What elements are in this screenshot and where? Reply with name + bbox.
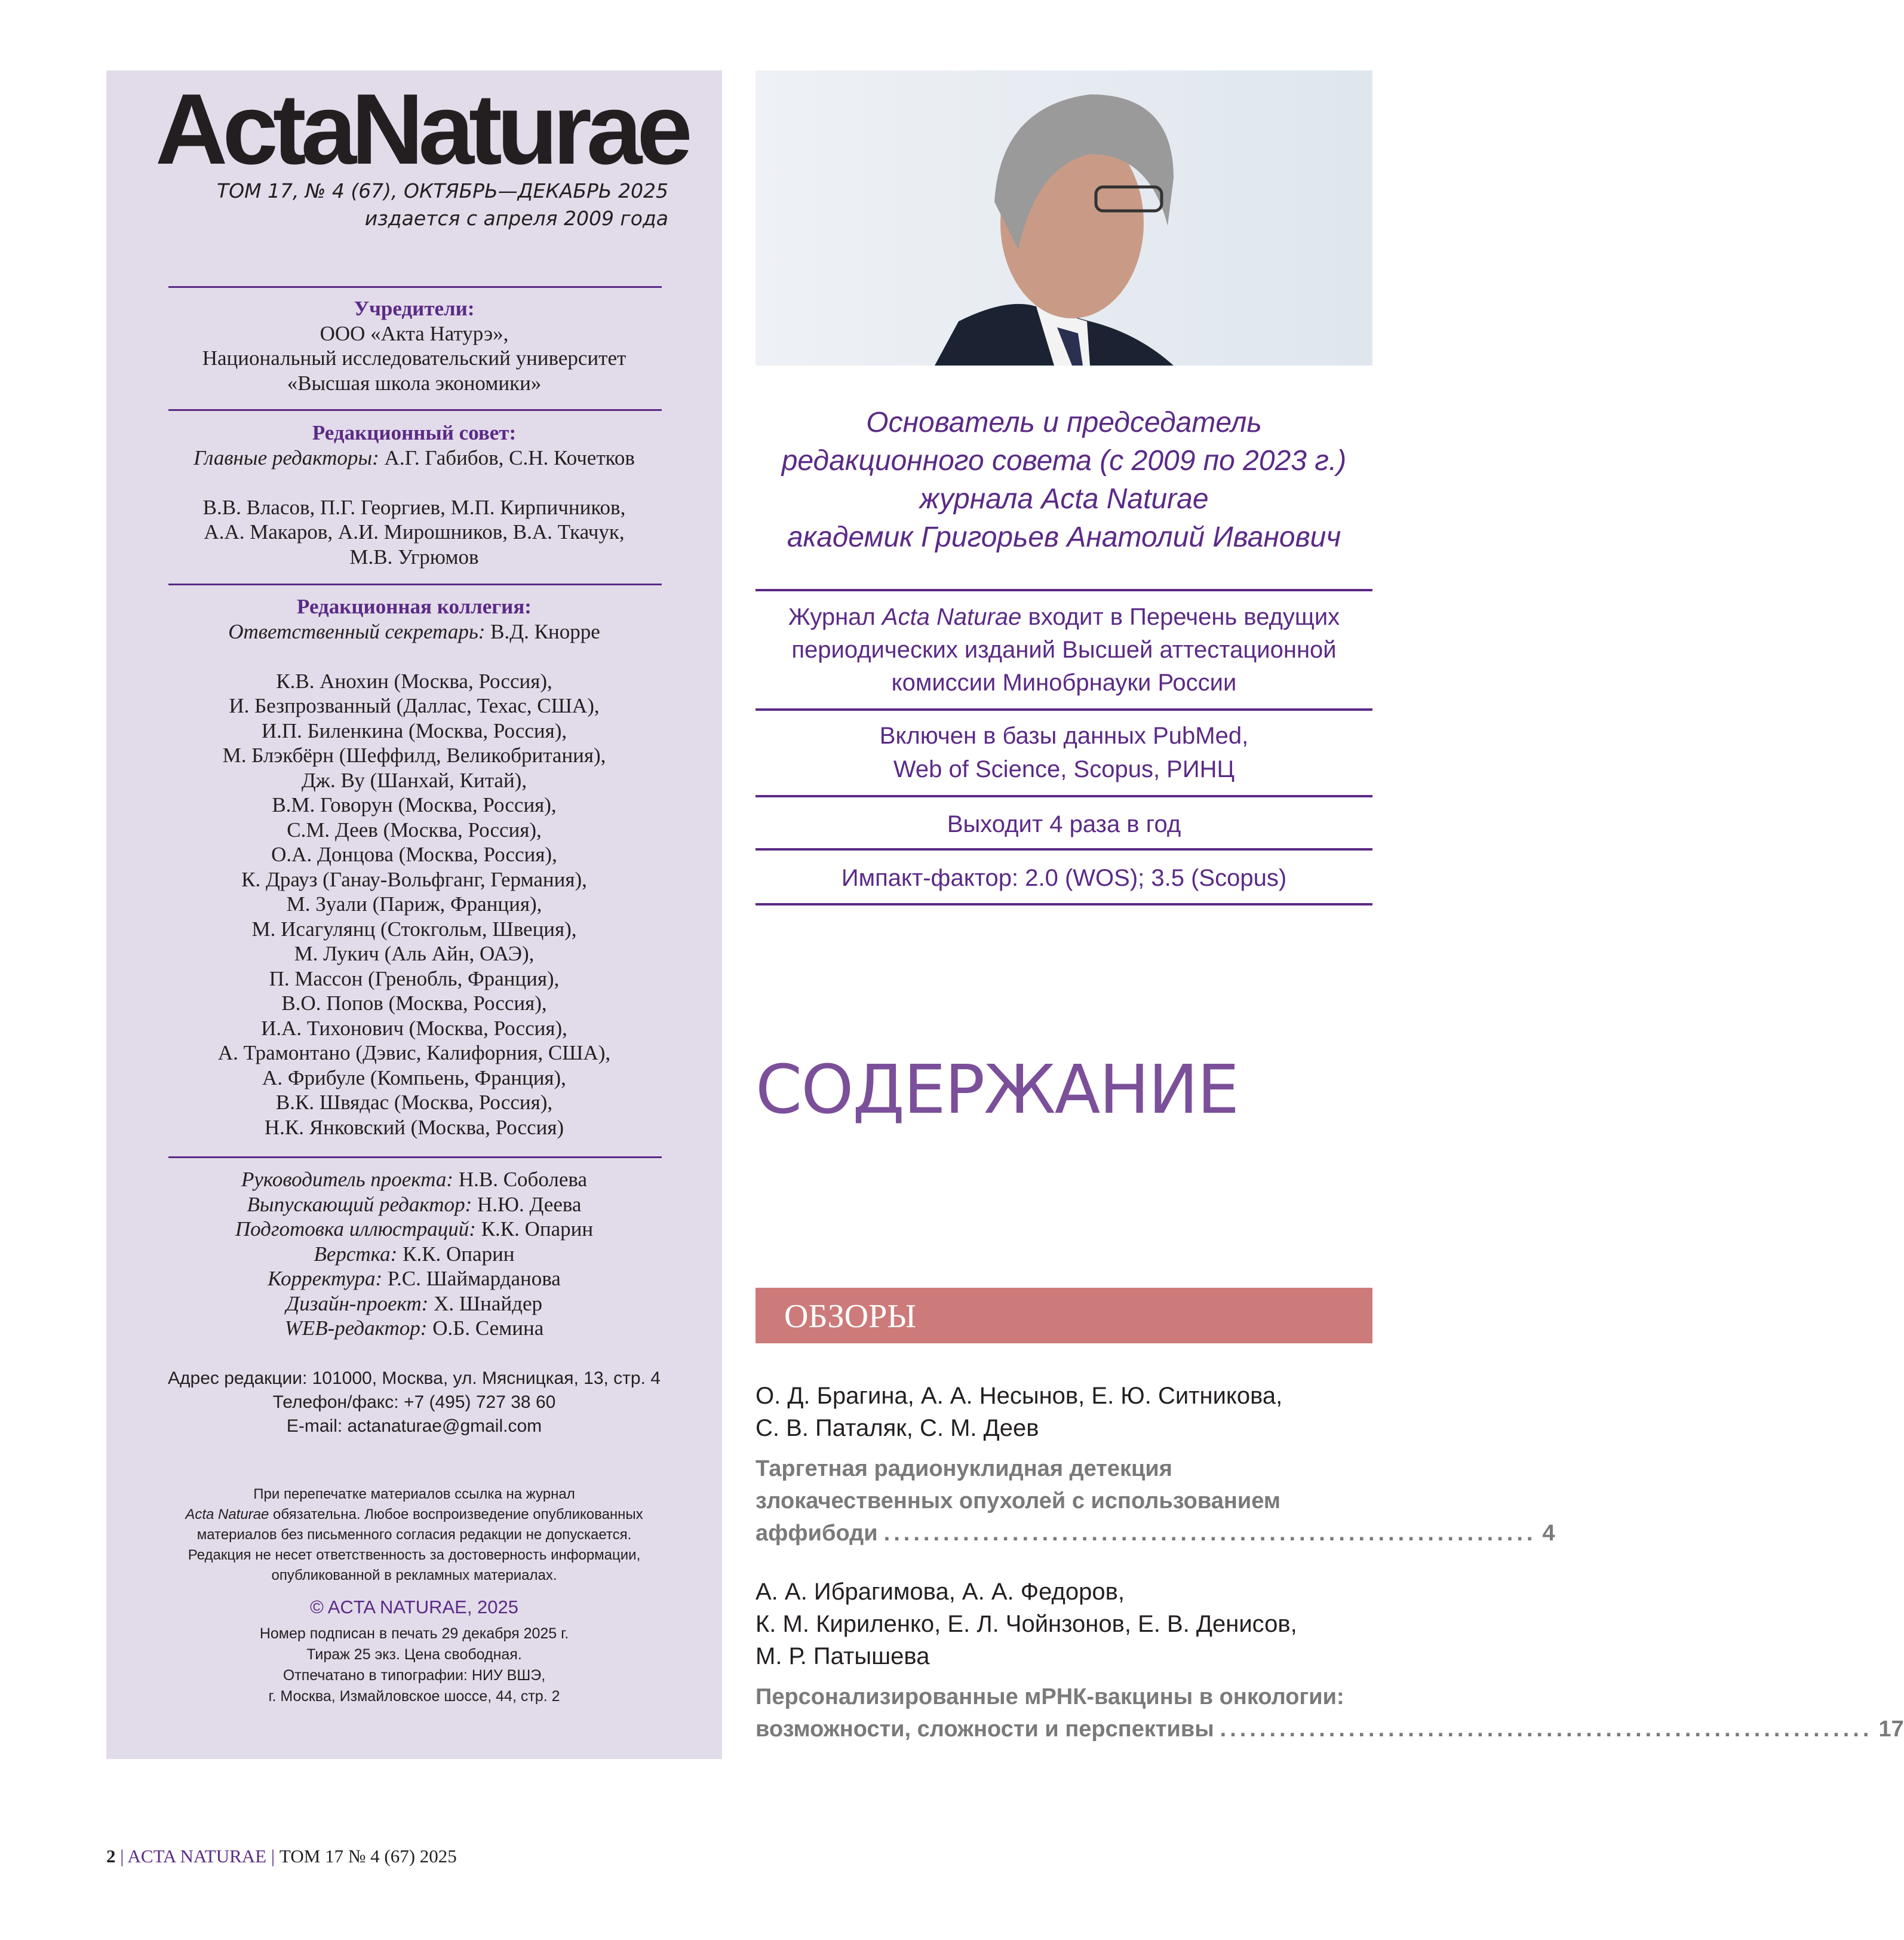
db-text: Web of Science, Scopus, РИНЦ [893, 756, 1235, 782]
founder-line: «Высшая школа экономики» [287, 371, 542, 395]
staff-name: К.К. Опарин [481, 1217, 594, 1241]
caption-line: Основатель и председатель [866, 407, 1262, 438]
staff-line [106, 1217, 722, 1242]
article-authors [756, 1380, 1372, 1444]
dot-leader: .................................................................. [1220, 1717, 1873, 1742]
divider [756, 848, 1372, 851]
toc-entry[interactable] [756, 1576, 1904, 1745]
footer-issue: ТОМ 17 № 4 (67) 2025 [279, 1846, 457, 1867]
title-line: Персонализированные мРНК-вакцины в онкологии: [756, 1684, 1344, 1709]
authors-line: М. Р. Патышева [756, 1643, 930, 1669]
staff-role: Выпускающий редактор: [247, 1192, 472, 1216]
notice-text: обязательна. Любое воспроизведение опубликованных [269, 1506, 643, 1522]
staff-line [106, 1266, 722, 1291]
council-line: В.В. Власов, П.Г. Георгиев, М.П. Кирпичников, [202, 495, 626, 519]
copyright [106, 1595, 722, 1620]
authors-line: А. А. Ибрагимова, А. А. Федоров, [756, 1579, 1125, 1605]
founder-line: Национальный исследовательский университет [202, 346, 627, 370]
staff-role: Подготовка иллюстраций: [235, 1217, 476, 1241]
divider [168, 409, 662, 411]
vak-text: комиссии Минобрнауки России [891, 670, 1237, 696]
section-bar-reviews [756, 1288, 1372, 1343]
vak-text: Журнал [788, 604, 882, 630]
notice-line: Редакция не несет ответственность за достоверность информации, [188, 1547, 641, 1563]
secretary-name: В.Д. Кнорре [490, 619, 600, 643]
board-member: А. Фрибуле (Компьень, Франция), [262, 1066, 566, 1089]
print-info [106, 1623, 722, 1707]
founders-heading: Учредители: [354, 297, 475, 320]
phone: Телефон/факс: +7 (495) 727 38 60 [272, 1392, 556, 1412]
board-member: О.А. Донцова (Москва, Россия), [271, 843, 557, 866]
page-number: 4 [1542, 1521, 1555, 1546]
print-line: Номер подписан в печать 29 декабря 2025 г. [259, 1625, 569, 1642]
staff-name: Х. Шнайдер [434, 1291, 542, 1315]
staff-name: К.К. Опарин [403, 1242, 515, 1266]
authors-line: К. М. Кириленко, Е. Л. Чойнзонов, Е. В. Денисов, [756, 1611, 1297, 1637]
vak-text: входит в Перечень ведущих [1021, 604, 1340, 630]
secretary-label: Ответственный секретарь: [228, 619, 486, 643]
divider [168, 584, 662, 585]
caption-line: журнала Acta Naturae [919, 483, 1209, 515]
board-member: В.О. Попов (Москва, Россия), [281, 992, 547, 1015]
article-title[interactable] [756, 1453, 1555, 1549]
print-line: Тираж 25 экз. Цена свободная. [306, 1646, 522, 1663]
page-number: 17 [1878, 1717, 1904, 1742]
board-member: А. Трамонтано (Дэвис, Калифорния, США), [217, 1041, 611, 1064]
board-member: В.К. Швядас (Москва, Россия), [275, 1091, 553, 1114]
staff-line [106, 1291, 722, 1316]
staff-section [106, 1167, 722, 1341]
databases-info [756, 719, 1372, 786]
staff-name: Н.Ю. Деева [477, 1192, 582, 1216]
article-title[interactable] [756, 1681, 1904, 1745]
chief-editors-names: А.Г. Габибов, С.Н. Кочетков [384, 446, 635, 469]
board-member: Дж. Ву (Шанхай, Китай), [301, 768, 527, 792]
toc-entry[interactable] [756, 1380, 1555, 1549]
board-member: И.П. Биленкина (Москва, Россия), [261, 719, 567, 742]
staff-role: Верстка: [314, 1242, 398, 1266]
board-section [106, 594, 722, 1140]
impact-factor [756, 861, 1372, 895]
board-member: С.М. Деев (Москва, Россия), [287, 818, 542, 842]
footer-journal: ACTA NATURAE [127, 1846, 267, 1867]
divider [168, 286, 662, 288]
page-footer [106, 1846, 457, 1867]
divider [756, 708, 1372, 711]
published-since: издается с апреля 2009 года [364, 207, 668, 230]
caption-line: академик Григорьев Анатолий Иванович [787, 521, 1341, 553]
frequency-info [756, 808, 1372, 841]
email: E-mail: actanaturae@gmail.com [286, 1416, 542, 1436]
staff-role: Руководитель проекта: [241, 1168, 454, 1191]
journal-name: Acta Naturae [882, 604, 1022, 630]
title-line: Таргетная радионуклидная детекция [756, 1456, 1172, 1481]
board-member: Н.К. Янковский (Москва, Россия) [264, 1115, 564, 1139]
title-line: возможности, сложности и перспективы [756, 1717, 1214, 1742]
notice-line: материалов без письменного согласия редакции не допускается. [196, 1527, 632, 1543]
print-line: г. Москва, Измайловское шоссе, 44, стр. 2 [268, 1688, 560, 1705]
address: Адрес редакции: 101000, Москва, ул. Мясницкая, 13, стр. 4 [168, 1368, 661, 1388]
notice-line [106, 1505, 722, 1525]
council-section [106, 420, 722, 569]
masthead-panel [106, 70, 722, 1759]
vak-text: периодических изданий Высшей аттестационной [791, 637, 1337, 663]
divider [756, 903, 1372, 905]
board-members [106, 669, 722, 1140]
board-member: К. Драуз (Ганау-Вольфганг, Германия), [241, 867, 587, 891]
chief-editors-label: Главные редакторы: [194, 446, 379, 469]
board-member: М. Зуали (Париж, Франция), [286, 892, 542, 916]
founder-line: ООО «Акта Натурэ», [320, 321, 509, 345]
founder-caption [756, 404, 1372, 557]
board-member: И.А. Тихонович (Москва, Россия), [261, 1016, 567, 1040]
authors-line: О. Д. Брагина, А. А. Несынов, Е. Ю. Ситникова, [756, 1383, 1283, 1409]
journal-logo: ActaNaturae [155, 73, 687, 185]
issue-info: ТОМ 17, № 4 (67), ОКТЯБРЬ—ДЕКАБРЬ 2025 [216, 179, 668, 202]
staff-line [106, 1242, 722, 1267]
dot-leader: .................................................................. [883, 1521, 1537, 1546]
separator: | [120, 1846, 124, 1867]
board-member: И. Безпрозванный (Даллас, Техас, США), [229, 694, 600, 717]
founder-portrait [756, 70, 1372, 366]
council-heading: Редакционный совет: [312, 421, 517, 444]
journal-name: Acta Naturae [185, 1506, 269, 1522]
contacts [106, 1367, 722, 1438]
impact-text: Импакт-фактор: 2.0 (WOS); 3.5 (Scopus) [841, 865, 1287, 891]
board-heading: Редакционная коллегия: [297, 595, 532, 618]
staff-name: О.Б. Семина [432, 1316, 544, 1340]
staff-line [106, 1192, 722, 1217]
separator: | [271, 1846, 275, 1867]
contents-heading: СОДЕРЖАНИЕ [756, 1051, 1239, 1129]
vak-info [756, 601, 1372, 699]
board-member: К.В. Анохин (Москва, Россия), [276, 669, 552, 693]
section-label: ОБЗОРЫ [784, 1298, 917, 1335]
divider [756, 795, 1372, 797]
council-line: А.А. Макаров, А.И. Мирошников, В.А. Ткачук, [204, 520, 625, 544]
authors-line: С. В. Паталяк, С. М. Деев [756, 1415, 1039, 1441]
board-member: П. Массон (Гренобль, Франция), [269, 966, 560, 990]
board-member: М. Исагулянц (Стокгольм, Швеция), [251, 917, 577, 941]
divider [756, 589, 1372, 591]
notice-line: При перепечатке материалов ссылка на журнал [253, 1486, 575, 1502]
page-number: 2 [106, 1846, 116, 1867]
copyright-text: © ACTA NATURAE, 2025 [309, 1597, 519, 1617]
staff-role: Дизайн-проект: [286, 1291, 429, 1315]
founders-section [106, 296, 722, 395]
staff-name: Н.В. Соболева [458, 1168, 588, 1191]
title-line: аффибоди [756, 1521, 878, 1546]
title-line: злокачественных опухолей с использованием [756, 1488, 1280, 1514]
staff-line [106, 1316, 722, 1341]
frequency-text: Выходит 4 раза в год [947, 811, 1181, 837]
staff-line [106, 1167, 722, 1192]
caption-line: редакционного совета (с 2009 по 2023 г.) [781, 445, 1347, 477]
db-text: Включен в базы данных PubMed, [879, 723, 1249, 749]
board-member: М. Лукич (Аль Айн, ОАЭ), [294, 942, 535, 965]
print-line: Отпечатано в типографии: НИУ ВШЭ, [282, 1667, 546, 1684]
divider [168, 1156, 662, 1158]
article-authors [756, 1576, 1372, 1672]
board-member: В.М. Говорун (Москва, Россия), [272, 793, 557, 816]
reprint-notice [106, 1484, 722, 1586]
board-member: М. Блэкбёрн (Шеффилд, Великобритания), [222, 744, 606, 767]
staff-name: Р.С. Шаймарданова [387, 1267, 561, 1290]
council-line: М.В. Угрюмов [349, 545, 479, 569]
staff-role: Корректура: [268, 1267, 383, 1290]
staff-role: WEB-редактор: [284, 1316, 428, 1340]
notice-line: опубликованной в рекламных материалах. [271, 1567, 557, 1583]
